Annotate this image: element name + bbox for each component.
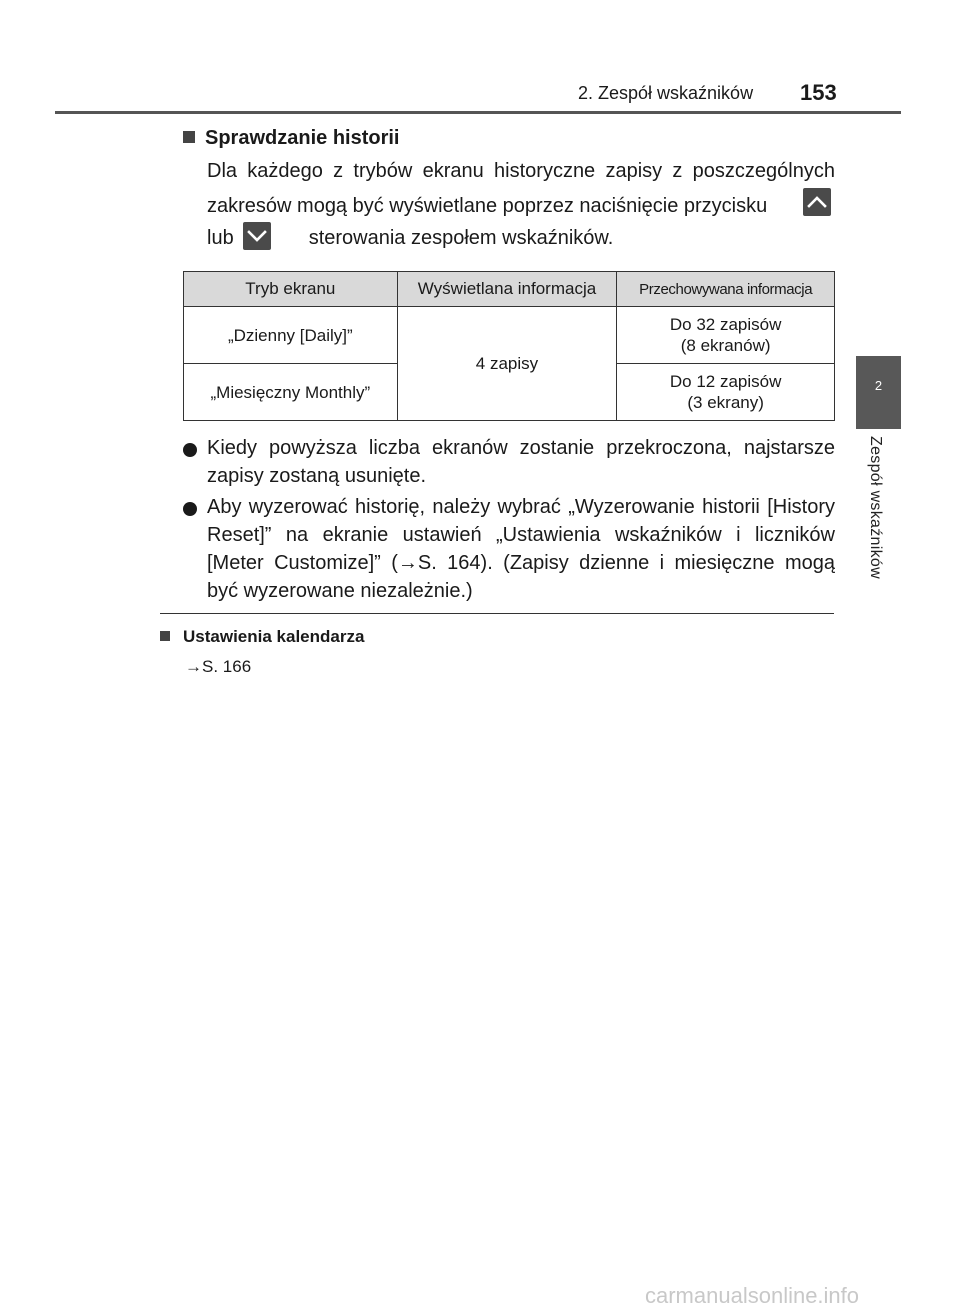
history-paragraph-or: lub bbox=[207, 227, 234, 249]
chevron-down-icon bbox=[243, 222, 271, 250]
section-heading-history-text: Sprawdzanie historii bbox=[205, 127, 400, 149]
table-header-displayed: Wyświetlana informacja bbox=[397, 272, 617, 307]
round-bullet-icon bbox=[183, 502, 197, 516]
chapter-side-tab bbox=[856, 356, 901, 429]
note-text bbox=[207, 493, 835, 605]
table-cell-mode: „Miesięczny Monthly” bbox=[184, 364, 398, 421]
history-paragraph-line1: Dla każdego z trybów ekranu historyczne zapisy z poszczególnych bbox=[207, 160, 835, 182]
section-heading-calendar-text: Ustawienia kalendarza bbox=[183, 627, 365, 646]
header-rule bbox=[55, 111, 901, 114]
chapter-number: 2 bbox=[874, 378, 883, 393]
square-bullet-icon bbox=[160, 631, 170, 641]
page-reference-link[interactable]: →S. 166 bbox=[185, 657, 252, 676]
section-heading-calendar bbox=[160, 627, 364, 647]
round-bullet-icon bbox=[183, 443, 197, 457]
square-bullet-icon bbox=[183, 131, 195, 143]
note-line: zapisy zostaną usunięte. bbox=[207, 465, 427, 487]
note-line: Aby wyzerować historię, należy wybrać „Wyzerowanie historii [History bbox=[207, 496, 835, 518]
watermark: carmanualsonline.info bbox=[645, 1283, 860, 1308]
section-heading-history bbox=[183, 127, 399, 150]
chevron-up-icon bbox=[803, 188, 831, 216]
note-item bbox=[183, 493, 835, 605]
history-paragraph-line2: zakresów mogą być wyświetlane poprzez naciśnięcie przycisku bbox=[207, 195, 768, 217]
table-cell-mode: „Dzienny [Daily]” bbox=[184, 307, 398, 364]
table-cell-stored-line2: (3 ekrany) bbox=[687, 393, 764, 412]
section-divider bbox=[160, 613, 834, 614]
note-line: Reset]” na ekranie ustawień „Ustawienia wskaźników i liczników bbox=[207, 524, 835, 546]
chapter-side-label: Zespół wskaźników bbox=[867, 436, 884, 579]
note-item bbox=[183, 434, 835, 490]
table-header-stored: Przechowywana informacja bbox=[617, 272, 835, 307]
note-line: być wyzerowane niezależnie.) bbox=[207, 580, 473, 602]
table-header-mode: Tryb ekranu bbox=[184, 272, 398, 307]
note-line: [Meter Customize]” (→S. 164). (Zapisy dzienne i miesięczne mogą bbox=[207, 552, 835, 574]
table-row bbox=[184, 307, 835, 364]
table-cell-stored-line2: (8 ekranów) bbox=[680, 336, 771, 355]
table-cell-stored-line1: Do 32 zapisów bbox=[669, 315, 782, 334]
table-cell-stored bbox=[617, 364, 835, 421]
table-cell-displayed: 4 zapisy bbox=[397, 307, 617, 421]
table-cell-stored-line1: Do 12 zapisów bbox=[669, 372, 782, 391]
table-header-row bbox=[184, 272, 835, 307]
page-number: 153 bbox=[800, 80, 837, 105]
history-paragraph-tail: sterowania zespołem wskaźników. bbox=[308, 227, 614, 249]
header-section-title: 2. Zespół wskaźników bbox=[578, 83, 754, 103]
note-line: Kiedy powyższa liczba ekranów zostanie przekroczona, najstarsze bbox=[207, 437, 835, 459]
table-cell-stored bbox=[617, 307, 835, 364]
note-text bbox=[207, 434, 835, 490]
history-table bbox=[183, 271, 835, 421]
